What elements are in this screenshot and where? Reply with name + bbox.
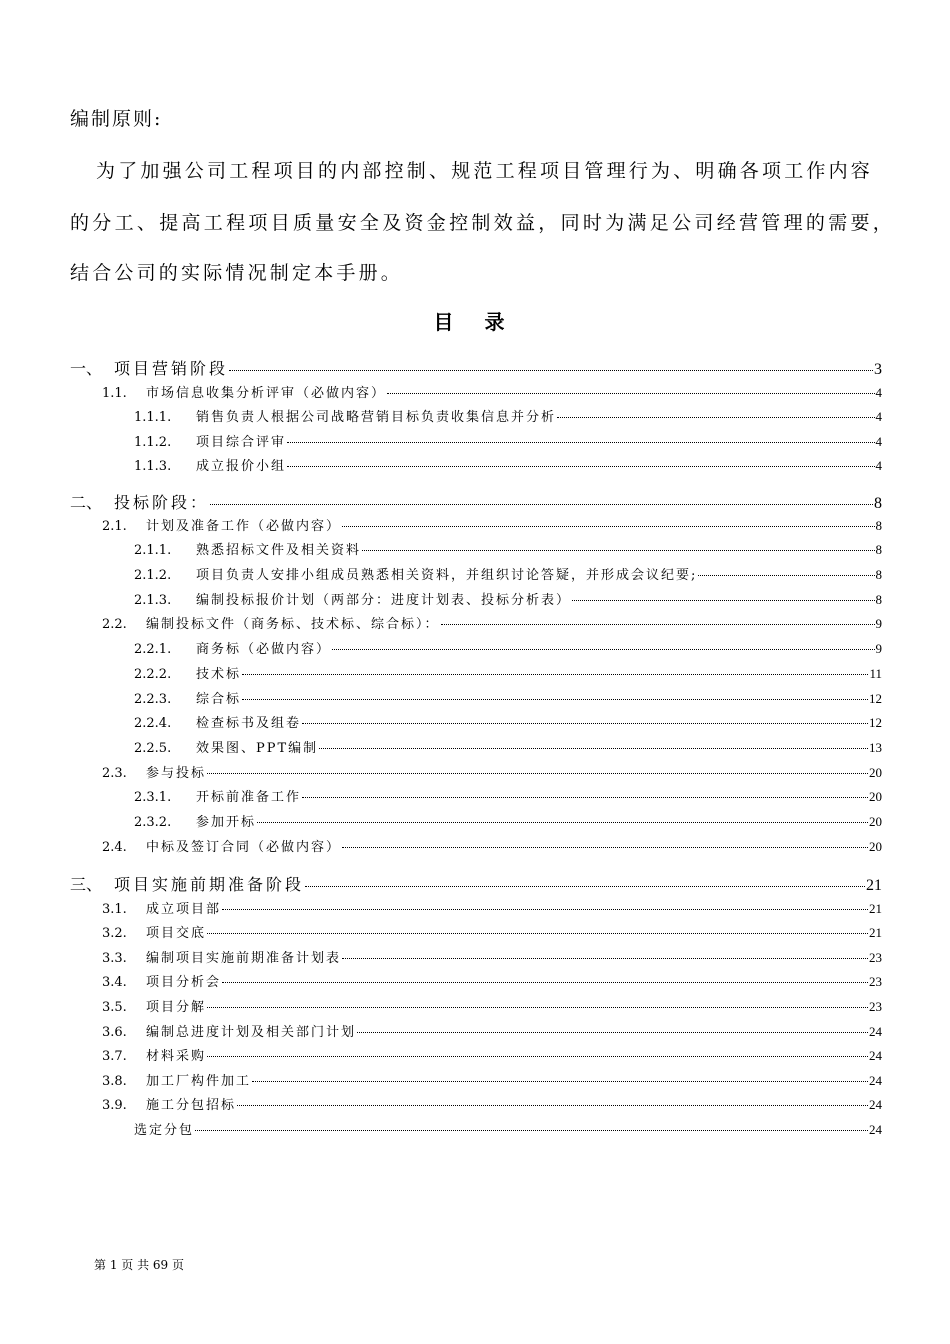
- toc-entry-title: 市场信息收集分析评审（必做内容）: [146, 386, 387, 401]
- toc-entry[interactable]: [70, 539, 882, 558]
- toc-entry[interactable]: [70, 1045, 882, 1064]
- toc-entry-page: 24: [869, 1048, 882, 1063]
- toc-entry-page: 4: [875, 409, 882, 424]
- toc-entry-number: 3.5.: [102, 1000, 127, 1015]
- toc-entry-page: 20: [869, 789, 882, 804]
- toc-leader-dots: [222, 909, 868, 910]
- toc-entry-number: 2.2.: [102, 617, 127, 632]
- toc-entry-title: 编制投标文件（商务标、技术标、综合标）：: [146, 617, 440, 632]
- toc-entry-number: 2.2.3.: [134, 692, 172, 707]
- toc-entry-number: 2.1.: [102, 519, 127, 534]
- toc-entry-page: 24: [869, 1024, 882, 1039]
- toc-entry[interactable]: [70, 922, 882, 941]
- toc-entry[interactable]: [70, 455, 882, 474]
- toc-entry-title: 投标阶段：: [114, 493, 210, 512]
- toc-entry-number: 2.3.1.: [134, 790, 172, 805]
- toc-entry-number: 3.1.: [102, 902, 127, 917]
- toc-leader-dots: [210, 504, 873, 505]
- toc-entry[interactable]: [70, 490, 882, 513]
- toc-entry-page: 8: [875, 567, 882, 582]
- toc-entry[interactable]: [70, 1021, 882, 1040]
- toc-entry-number: 3.3.: [102, 951, 127, 966]
- toc-entry-number: 1.1.2.: [134, 435, 172, 450]
- toc-entry[interactable]: [70, 688, 882, 707]
- toc-entry-title: 项目营销阶段: [114, 359, 229, 378]
- toc-entry-page: 23: [869, 999, 882, 1014]
- toc-leader-dots: [557, 417, 874, 418]
- toc-entry[interactable]: [70, 382, 882, 401]
- toc-entry-page: 13: [869, 740, 882, 755]
- toc-entry[interactable]: [70, 356, 882, 379]
- toc-leader-dots: [242, 699, 868, 700]
- toc-entry-number: 2.2.1.: [134, 642, 172, 657]
- toc-entry-page: 21: [869, 925, 882, 940]
- toc-entry[interactable]: [70, 898, 882, 917]
- toc-leader-dots: [287, 466, 874, 467]
- toc-entry-number: 1.1.3.: [134, 459, 172, 474]
- toc-entry-title: 成立项目部: [146, 902, 222, 917]
- toc-leader-dots: [441, 624, 875, 625]
- toc-leader-dots: [195, 1130, 868, 1131]
- toc-entry-page: 20: [869, 839, 882, 854]
- toc-leader-dots: [252, 1081, 868, 1082]
- toc-entry[interactable]: [70, 947, 882, 966]
- toc-entry-title: 参与投标: [146, 766, 207, 781]
- toc-entry-title: 项目实施前期准备阶段: [114, 875, 305, 894]
- toc-leader-dots: [257, 822, 868, 823]
- intro-line-1: 为了加强公司工程项目的内部控制、规范工程项目管理行为、明确各项工作内容: [96, 160, 874, 182]
- toc-entry-title: 项目综合评审: [196, 435, 287, 450]
- toc-entry-page: 20: [869, 814, 882, 829]
- toc-entry-title: 施工分包招标: [146, 1098, 237, 1113]
- toc-entry[interactable]: [70, 638, 882, 657]
- toc-entry-number: 2.1.3.: [134, 593, 172, 608]
- toc-leader-dots: [342, 847, 868, 848]
- toc-entry[interactable]: [70, 996, 882, 1015]
- toc-entry-title: 熟悉招标文件及相关资料: [196, 543, 362, 558]
- toc-entry-title: 项目负责人安排小组成员熟悉相关资料，并组织讨论答疑，并形成会议纪要;: [196, 568, 698, 583]
- toc-entry[interactable]: [70, 737, 882, 756]
- toc-entry[interactable]: [70, 1119, 882, 1138]
- toc-leader-dots: [302, 723, 868, 724]
- toc-entry-page: 24: [869, 1097, 882, 1112]
- toc-entry-title: 参加开标: [196, 815, 257, 830]
- toc-entry[interactable]: [70, 971, 882, 990]
- toc-leader-dots: [287, 442, 874, 443]
- toc-entry-number: 二、: [70, 493, 103, 512]
- toc-entry-page: 8: [875, 518, 882, 533]
- toc-entry-page: 24: [869, 1122, 882, 1137]
- toc-entry-number: 2.1.1.: [134, 543, 172, 558]
- toc-entry-number: 一、: [70, 359, 103, 378]
- toc-entry-page: 4: [875, 385, 882, 400]
- toc-leader-dots: [237, 1105, 868, 1106]
- intro-line-2: 的分工、提高工程项目质量安全及资金控制效益，同时为满足公司经营管理的需要，: [70, 212, 896, 234]
- toc-entry-page: 3: [874, 361, 882, 378]
- toc-leader-dots: [222, 982, 868, 983]
- toc-entry-number: 2.3.: [102, 766, 127, 781]
- toc-entry-number: 2.2.4.: [134, 716, 172, 731]
- toc-entry[interactable]: [70, 406, 882, 425]
- toc-entry-page: 4: [875, 458, 882, 473]
- toc-entry-number: 2.4.: [102, 840, 127, 855]
- toc-entry-title: 开标前准备工作: [196, 790, 302, 805]
- toc-entry[interactable]: [70, 836, 882, 855]
- toc-entry-title: 商务标（必做内容）: [196, 642, 332, 657]
- toc-entry-page: 11: [869, 666, 882, 681]
- intro-line-3: 结合公司的实际情况制定本手册。: [70, 262, 404, 284]
- toc-entry-page: 8: [875, 542, 882, 557]
- toc-leader-dots: [357, 1032, 868, 1033]
- toc-entry-number: 2.2.2.: [134, 667, 172, 682]
- toc-entry[interactable]: [70, 786, 882, 805]
- toc-entry-page: 12: [869, 715, 882, 730]
- toc-leader-dots: [229, 370, 873, 371]
- toc-entry-title: 检查标书及组卷: [196, 716, 302, 731]
- toc-entry-page: 4: [875, 434, 882, 449]
- toc-entry-number: 1.1.1.: [134, 410, 172, 425]
- toc-entry-title: 销售负责人根据公司战略营销目标负责收集信息并分析: [196, 410, 557, 425]
- toc-entry[interactable]: [70, 663, 882, 682]
- toc-entry-number: 2.3.2.: [134, 815, 172, 830]
- toc-entry-title: 加工厂构件加工: [146, 1074, 252, 1089]
- toc-entry-page: 9: [875, 616, 882, 631]
- toc-leader-dots: [319, 748, 868, 749]
- toc-entry-number: 2.1.2.: [134, 568, 172, 583]
- toc-entry[interactable]: [70, 1070, 882, 1089]
- toc-entry[interactable]: [70, 762, 882, 781]
- toc-entry-number: 3.2.: [102, 926, 127, 941]
- toc-leader-dots: [572, 600, 874, 601]
- page-footer: 第 1 页 共 69 页: [94, 1258, 184, 1272]
- toc-entry[interactable]: [70, 1094, 882, 1113]
- toc-entry-page: 8: [874, 495, 882, 512]
- toc-entry-title: 编制投标报价计划（两部分：进度计划表、投标分析表）: [196, 593, 572, 608]
- toc-entry[interactable]: [70, 872, 882, 895]
- toc-leader-dots: [207, 933, 868, 934]
- toc-entry-number: 三、: [70, 875, 103, 894]
- toc-leader-dots: [305, 886, 865, 887]
- toc-leader-dots: [242, 674, 868, 675]
- toc-leader-dots: [207, 1007, 868, 1008]
- toc-entry-title: 成立报价小组: [196, 459, 287, 474]
- toc-entry-page: 23: [869, 974, 882, 989]
- toc-leader-dots: [342, 526, 874, 527]
- toc-leader-dots: [207, 773, 868, 774]
- toc-entry-number: 3.4.: [102, 975, 127, 990]
- toc-entry-page: 9: [875, 641, 882, 656]
- toc-entry-page: 21: [866, 877, 882, 894]
- intro-heading: 编制原则:: [70, 108, 163, 130]
- toc-entry[interactable]: [70, 613, 882, 632]
- toc-entry[interactable]: [70, 431, 882, 450]
- toc-leader-dots: [302, 797, 868, 798]
- toc-entry-title: 选定分包: [134, 1123, 195, 1138]
- toc-title: 目 录: [433, 310, 517, 334]
- toc-entry-page: 23: [869, 950, 882, 965]
- toc-entry-page: 20: [869, 765, 882, 780]
- toc-leader-dots: [362, 550, 874, 551]
- toc-entry-number: 3.9.: [102, 1098, 127, 1113]
- toc-entry-number: 2.2.5.: [134, 741, 172, 756]
- toc-entry-number: 3.7.: [102, 1049, 127, 1064]
- toc-entry-title: 计划及准备工作（必做内容）: [146, 519, 342, 534]
- toc-leader-dots: [342, 958, 868, 959]
- toc-entry-title: 项目分析会: [146, 975, 222, 990]
- toc-entry[interactable]: [70, 712, 882, 731]
- toc-leader-dots: [207, 1056, 868, 1057]
- toc-entry-title: 项目交底: [146, 926, 207, 941]
- toc-entry[interactable]: [70, 564, 882, 583]
- toc-entry[interactable]: [70, 515, 882, 534]
- toc-entry-title: 技术标: [196, 667, 242, 682]
- toc-leader-dots: [387, 393, 874, 394]
- toc-entry-number: 3.6.: [102, 1025, 127, 1040]
- toc-entry-page: 21: [869, 901, 882, 916]
- toc-entry-number: 1.1.: [102, 386, 127, 401]
- toc-entry-page: 8: [875, 592, 882, 607]
- toc-leader-dots: [332, 649, 874, 650]
- toc-entry[interactable]: [70, 589, 882, 608]
- toc-entry-title: 中标及签订合同（必做内容）: [146, 840, 342, 855]
- toc-entry-title: 项目分解: [146, 1000, 207, 1015]
- toc-entry-page: 12: [869, 691, 882, 706]
- toc-entry-number: 3.8.: [102, 1074, 127, 1089]
- toc-entry-title: 编制项目实施前期准备计划表: [146, 951, 342, 966]
- toc-entry-title: 编制总进度计划及相关部门计划: [146, 1025, 357, 1040]
- toc-entry-title: 效果图、PPT编制: [196, 741, 319, 756]
- toc-entry-title: 材料采购: [146, 1049, 207, 1064]
- toc-entry-title: 综合标: [196, 692, 242, 707]
- toc-entry[interactable]: [70, 811, 882, 830]
- toc-entry-page: 24: [869, 1073, 882, 1088]
- toc-leader-dots: [698, 575, 874, 576]
